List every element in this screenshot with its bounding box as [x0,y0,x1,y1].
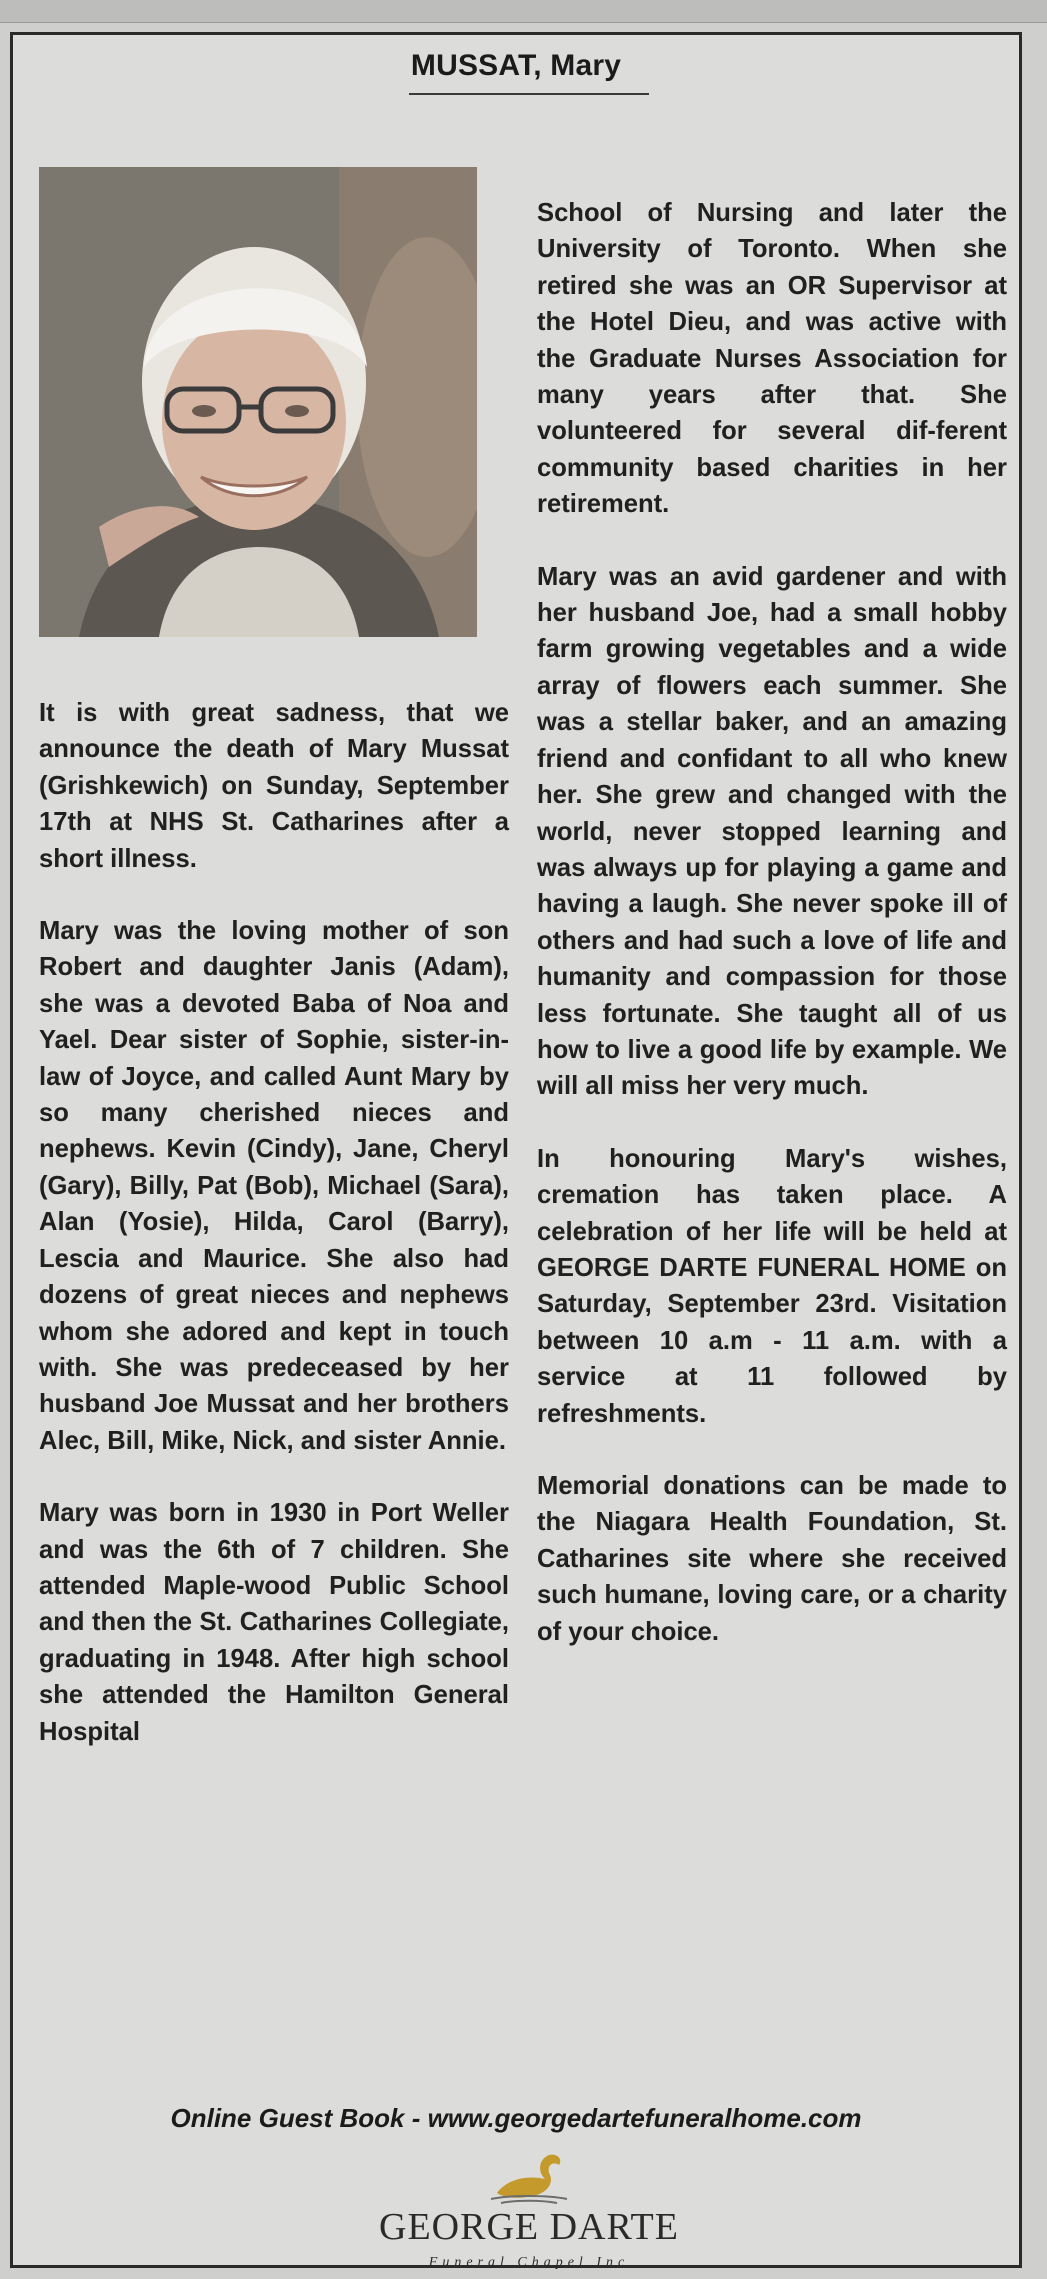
guest-book-link[interactable]: Online Guest Book - www.georgedartefuneralhome.com [170,2103,862,2133]
swan-logo-icon [487,2149,571,2205]
funeral-home-name: GEORGE DARTE [379,2206,679,2248]
obituary-paragraph: In honouring Mary's wishes, cremation has taken place. A celebration of her life will be held at GEORGE DARTE FUNERAL HOME on Saturday, September 23rd. Visitation between 10 a.m - 11 a.m. with a service at 11 followed by refreshments. [537,1144,1007,1428]
funeral-home-logo [369,2149,689,2279]
obituary-title: MUSSAT, Mary [410,49,622,82]
title-underline [409,93,649,95]
obituary-paragraph: Mary was an avid gardener and with her husband Joe, had a small hobby farm growing vegetables and a wide array of flowers each summer. She was a stellar baker, and an amazing friend and confidant to all who knew her. She grew and changed with the world, never stopped learning and was always up for playing a game and having a laugh. She never spoke ill of others and had such a love of life and humanity and compassion for those less fortunate. She taught all of us how to live a good life by example. We will all miss her very much. [537,562,1007,1101]
obituary-paragraph: It is with great sadness, that we announce the death of Mary Mussat (Grishkewich) on Sunday, September 17th at NHS St. Catharines after a short illness. [39,699,509,873]
obituary-paragraph: Mary was born in 1930 in Port Weller and was the 6th of 7 children. She attended Maple-wood Public School and then the St. Catharines Collegiate, graduating in 1948. After high school she attended the Hamilton General Hospital [39,1499,509,1746]
portrait-photo [39,167,477,637]
obituary-right-column [537,195,1007,1686]
obituary-paragraph: School of Nursing and later the University of Toronto. When she retired she was an OR Supervisor at the Hotel Dieu, and was active with the Graduate Nurses Association for many years after that. She volunteered for several dif-ferent community based charities in her retirement. [537,199,1007,519]
obituary-paragraph: Mary was the loving mother of son Robert and daughter Janis (Adam), she was a devoted Baba of Noa and Yael. Dear sister of Sophie, sister-in-law of Joyce, and called Aunt Mary by so many cherished nieces and nephews. Kevin (Cindy), Jane, Cheryl (Gary), Billy, Pat (Bob), Michael (Sara), Alan (Yosie), Hilda, Carol (Barry), Lescia and Maurice. She also had dozens of great nieces and nephews whom she adored and kept in touch with. She was predeceased by her husband Joe Mussat and her brothers Alec, Bill, Mike, Nick, and sister Annie. [39,917,509,1455]
obituary-frame [10,32,1022,2268]
newspaper-top-strip [0,0,1047,23]
obituary-left-column [39,695,509,1786]
portrait-photo-icon [39,167,477,637]
obituary-paragraph: Memorial donations can be made to the Niagara Health Foundation, St. Catharines site where she received such humane, loving care, or a charity of your choice. [537,1472,1007,1646]
funeral-home-subtitle: Funeral Chapel Inc [428,2255,630,2270]
